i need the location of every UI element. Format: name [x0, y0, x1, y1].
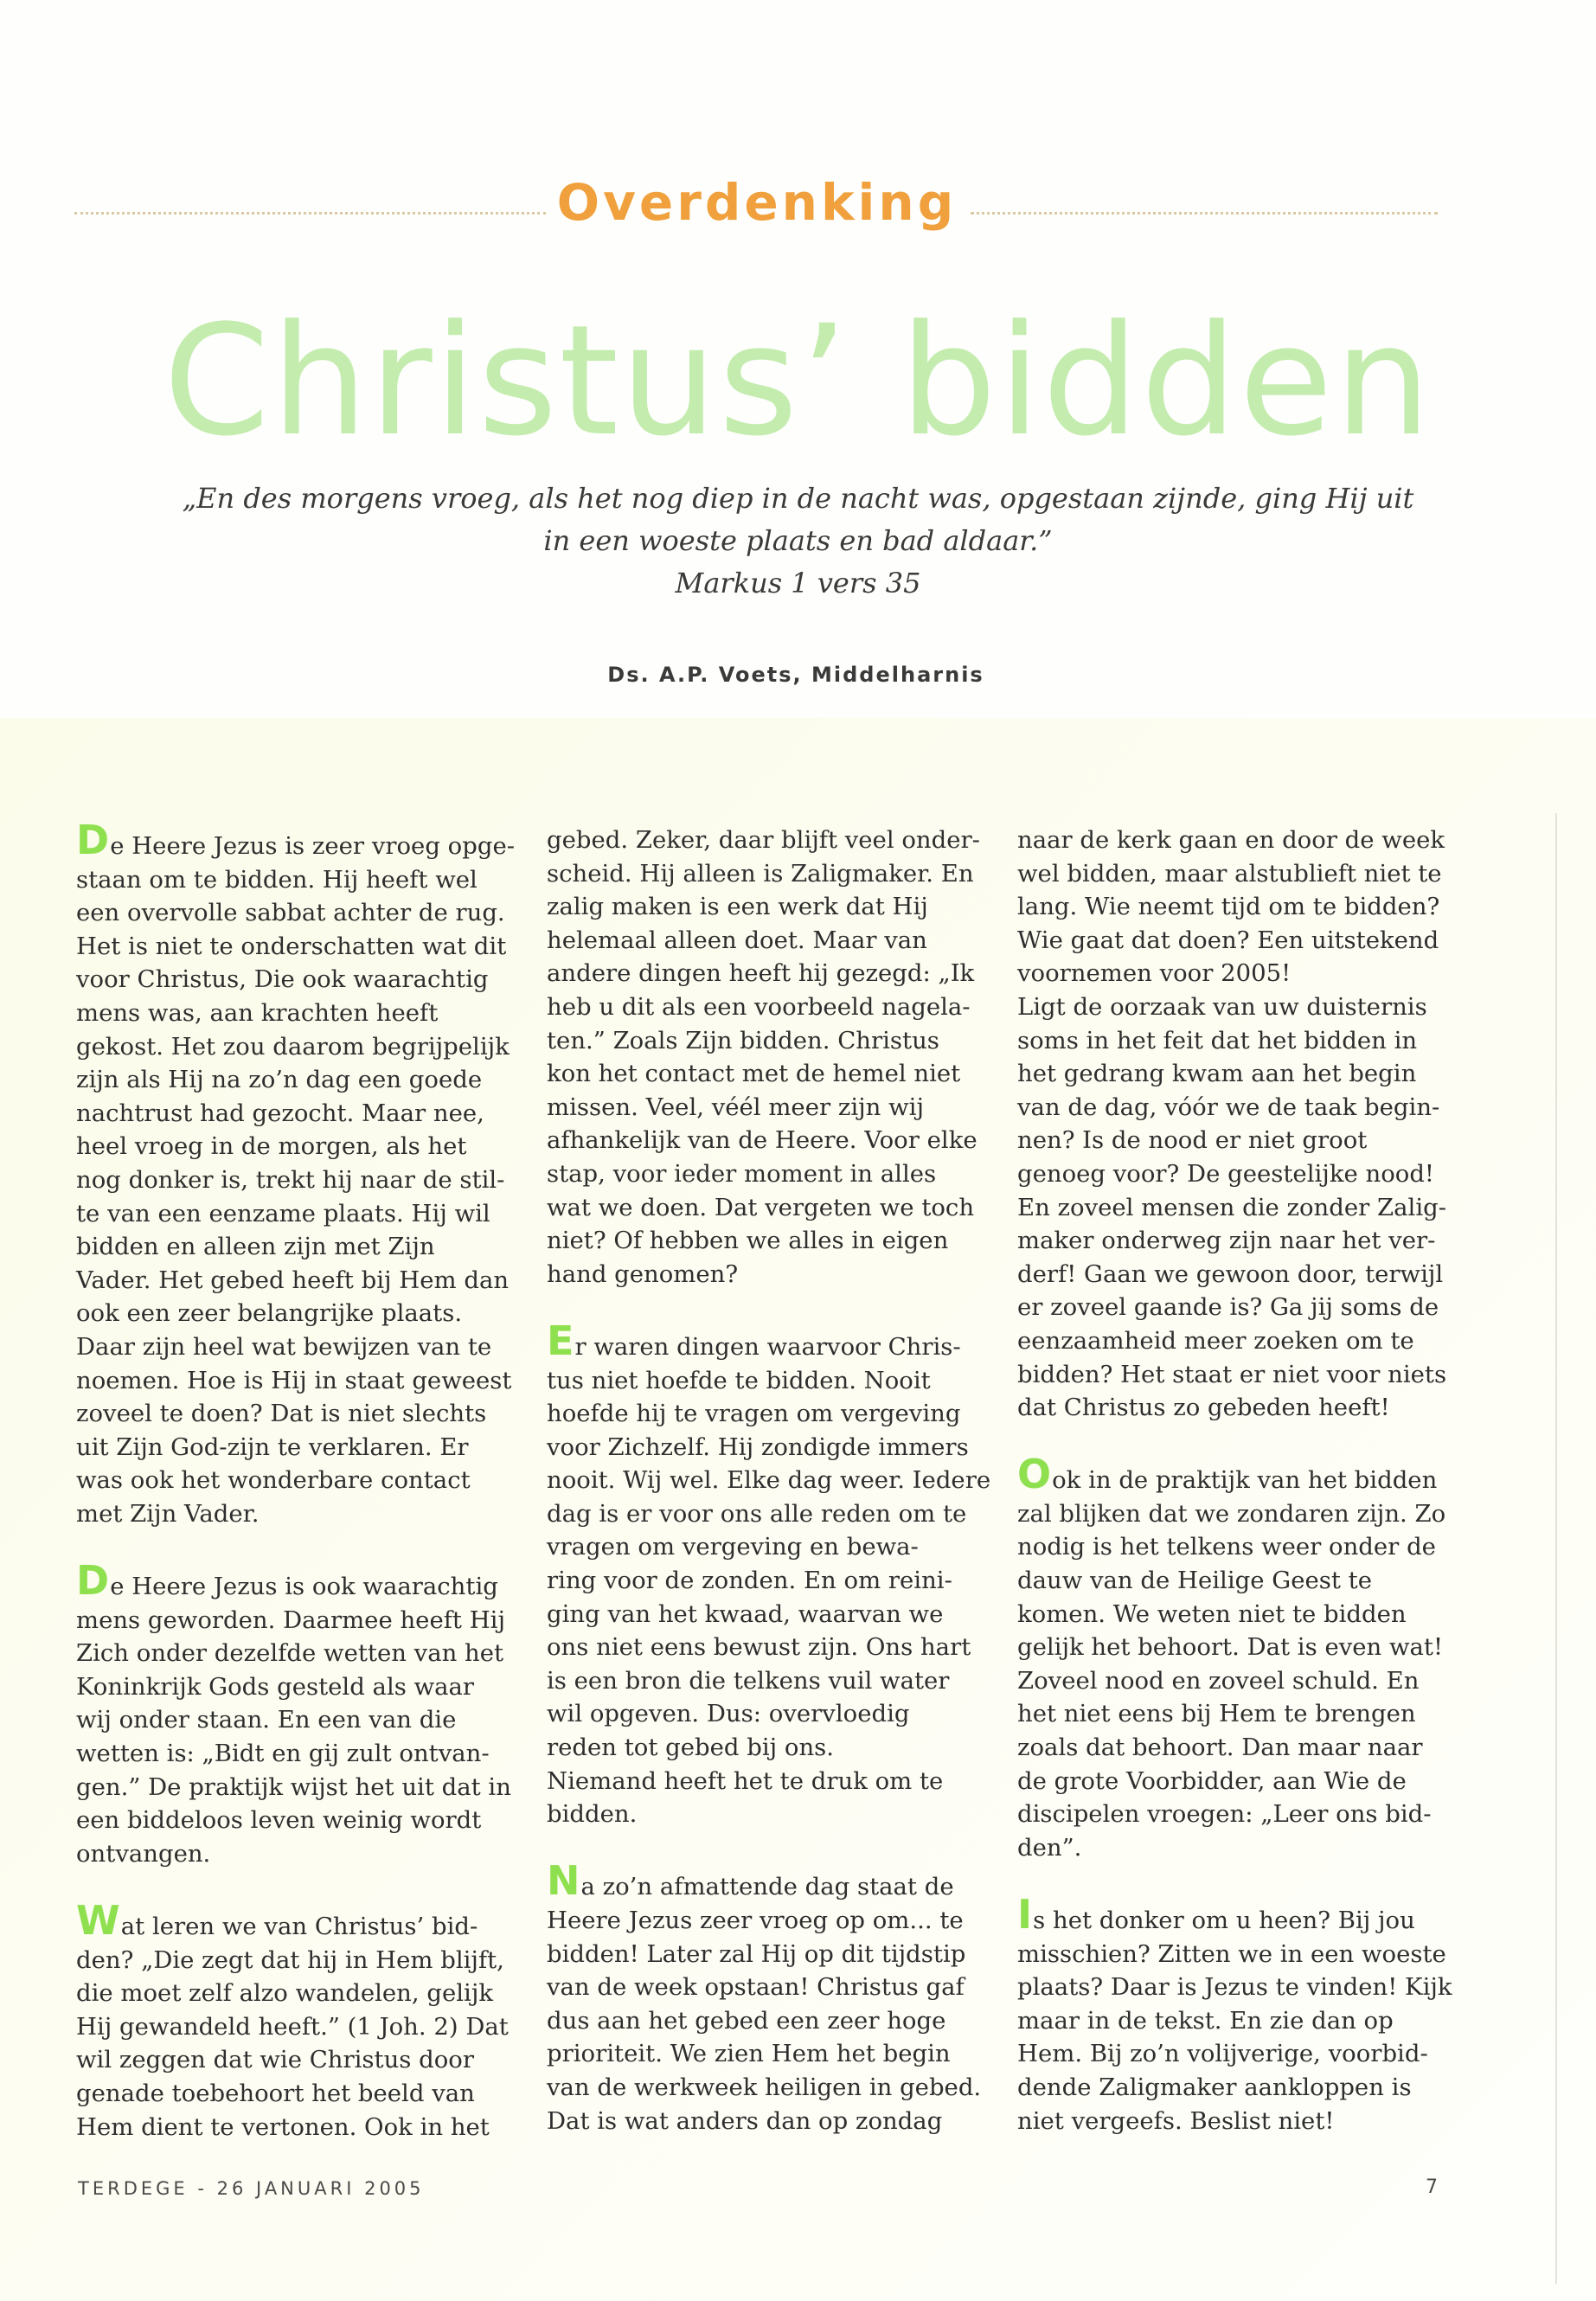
paragraph-line: Zoveel nood en zoveel schuld. En [1017, 1666, 1420, 1695]
paragraph-line: Hem dient te vertonen. Ook in het [76, 2112, 490, 2141]
paragraph-line: wat we doen. Dat vergeten we toch [547, 1193, 975, 1221]
paragraph-line: scheid. Hij alleen is Zaligmaker. En [547, 859, 974, 888]
quote-reference: Markus 1 vers 35 [675, 567, 921, 599]
paragraph-line: reden tot gebed bij ons. [547, 1734, 835, 1762]
paragraph-line: bidden! Later zal Hij op dit tijdstip [547, 1939, 966, 1968]
paragraph-line: voornemen voor 2005! [1017, 959, 1292, 988]
article-paragraph [76, 1897, 517, 2144]
paragraph-line: Het is niet te onderschatten wat dit [76, 932, 507, 960]
paragraph-line: nodig is het telkens weer onder de [1017, 1533, 1436, 1561]
drop-cap: W [76, 1897, 120, 1944]
paragraph-line: hoefde hij te vragen om vergeving [547, 1400, 961, 1428]
text-column-3 [1017, 824, 1458, 2171]
paragraph-line: Hem. Bij zo’n volijverige, voorbid- [1017, 2040, 1428, 2068]
text-column-2 [547, 824, 991, 2171]
paragraph-line-text: a zo’n afmattende dag staat de [580, 1873, 954, 1901]
paragraph-line: ging van het kwaad, waarvan we [547, 1599, 944, 1628]
paragraph-line: niet vergeefs. Beslist niet! [1017, 2106, 1335, 2135]
paragraph-line: Daar zijn heel wat bewijzen van te [76, 1332, 492, 1361]
paragraph-line: is een bron die telkens vuil water [547, 1666, 950, 1695]
paragraph-line: komen. We weten niet te bidden [1017, 1599, 1407, 1628]
paragraph-line-text: e Heere Jezus is zeer vroeg opge- [110, 832, 516, 860]
paragraph-line: Heere Jezus zeer vroeg op om... te [547, 1907, 964, 1934]
article-paragraph [547, 824, 988, 1291]
paragraph-line: de grote Voorbidder, aan Wie de [1017, 1766, 1407, 1795]
paragraph-line: heb u dit als een voorbeeld nagela- [547, 992, 971, 1021]
paragraph-line: gekost. Het zou daarom begrijpelijk [76, 1032, 510, 1061]
paragraph-line: voor Christus, Die ook waarachtig [76, 965, 489, 994]
paragraph-line: bidden. [547, 1800, 638, 1829]
paragraph-line: bidden? Het staat er niet voor niets [1017, 1360, 1447, 1388]
paragraph-line: En zoveel mensen die zonder Zalig- [1017, 1193, 1447, 1221]
drop-cap: E [547, 1317, 574, 1364]
paragraph-line: was ook het wonderbare contact [76, 1466, 471, 1495]
page-number: 7 [1426, 2176, 1438, 2198]
page-edge-line [1555, 813, 1557, 2284]
paragraph-line [547, 1857, 988, 1905]
article-title: Christus’ bidden [163, 292, 1433, 470]
paragraph-line: derf! Gaan we gewoon door, terwijl [1017, 1259, 1444, 1288]
paragraph-line: wil opgeven. Dus: overvloedig [547, 1700, 910, 1728]
paragraph-line: nooit. Wij wel. Elke dag weer. Iedere [547, 1466, 991, 1495]
paragraph-line: heel vroeg in de morgen, als het [76, 1132, 467, 1161]
paragraph-line: Hij gewandeld heeft.” (1 Joh. 2) Dat [76, 2012, 509, 2041]
paragraph-line: tus niet hoefde te bidden. Nooit [547, 1366, 931, 1394]
paragraph-line: gen.” De praktijk wijst het uit dat in [76, 1772, 511, 1801]
paragraph-line: die moet zelf alzo wandelen, gelijk [76, 1979, 494, 2008]
paragraph-line: uit Zijn God-zijn te verklaren. Er [76, 1433, 469, 1461]
article-paragraph [547, 1857, 988, 2138]
paragraph-line: wij onder staan. En een van die [76, 1706, 457, 1734]
paragraph-line: helemaal alleen doet. Maar van [547, 926, 927, 954]
header-rule-left [74, 212, 546, 215]
drop-cap: D [76, 817, 110, 863]
paragraph-line [1017, 1891, 1458, 1938]
paragraph-line: dauw van de Heilige Geest te [1017, 1567, 1373, 1595]
paragraph-line: ring voor de zonden. En om reini- [547, 1567, 952, 1595]
paragraph-line: nog donker is, trekt hij naar de stil- [76, 1165, 505, 1194]
paragraph-line: van de werkweek heiligen in gebed. [547, 2073, 982, 2101]
paragraph-line: stap, voor ieder moment in alles [547, 1159, 937, 1188]
paragraph-line: zijn als Hij na zo’n dag een goede [76, 1066, 483, 1094]
paragraph-line: het niet eens bij Hem te brengen [1017, 1700, 1416, 1728]
paragraph-line: voor Zichzelf. Hij zondigde immers [547, 1433, 969, 1461]
paragraph-line: een biddeloos leven weinig wordt [76, 1806, 482, 1835]
article-paragraph [1017, 1451, 1458, 1864]
paragraph-line: plaats? Daar is Jezus te vinden! Kijk [1017, 1973, 1452, 2002]
paragraph-line: mens geworden. Daarmee heeft Hij [76, 1606, 505, 1634]
paragraph-line-text: s het donker om u heen? Bij jou [1033, 1907, 1415, 1934]
paragraph-line: noemen. Hoe is Hij in staat geweest [76, 1366, 512, 1394]
paragraph-line: ons niet eens bewust zijn. Ons hart [547, 1633, 971, 1662]
paragraph-line: Koninkrijk Gods gesteld als waar [76, 1672, 475, 1701]
paragraph-line [76, 1557, 517, 1605]
quote-line: „En des morgens vroeg, als het nog diep in de nacht was, opgestaan zijnde, ging Hij uit [182, 482, 1414, 515]
paragraph-line: hand genomen? [547, 1259, 739, 1288]
paragraph-line: prioriteit. We zien Hem het begin [547, 2040, 951, 2068]
drop-cap: I [1017, 1891, 1033, 1938]
drop-cap: O [1017, 1451, 1052, 1498]
paragraph-line: er zoveel gaande is? Ga jij soms de [1017, 1293, 1439, 1322]
paragraph-line: met Zijn Vader. [76, 1499, 260, 1528]
paragraph-line-text: r waren dingen waarvoor Chris- [574, 1332, 961, 1361]
paragraph-line: naar de kerk gaan en door de week [1017, 826, 1445, 854]
paragraph-line [547, 1317, 988, 1364]
quote-line: in een woeste plaats en bad aldaar.” [543, 524, 1053, 557]
author-byline: Ds. A.P. Voets, Middelharnis [607, 663, 984, 687]
paragraph-line: Vader. Het gebed heeft bij Hem dan [76, 1266, 510, 1294]
paragraph-line [76, 1897, 517, 1944]
paragraph-line: ontvangen. [76, 1839, 211, 1868]
paragraph-line: van de week opstaan! Christus gaf [547, 1973, 965, 2002]
paragraph-line-text: e Heere Jezus is ook waarachtig [110, 1573, 498, 1601]
paragraph-line: zoals dat behoort. Dan maar naar [1017, 1734, 1423, 1762]
article-paragraph [547, 1317, 991, 1831]
paragraph-line: dende Zaligmaker aankloppen is [1017, 2073, 1412, 2101]
paragraph-line: discipelen vroegen: „Leer ons bid- [1017, 1800, 1432, 1829]
paragraph-line: ten.” Zoals Zijn bidden. Christus [547, 1026, 939, 1054]
paragraph-line: misschien? Zitten we in een woeste [1017, 1939, 1446, 1968]
paragraph-line: van de dag, vóór we de taak begin- [1017, 1093, 1440, 1121]
paragraph-line: missen. Veel, véél meer zijn wij [547, 1093, 924, 1121]
paragraph-line: dag is er voor ons alle reden om te [547, 1499, 967, 1528]
paragraph-line: kon het contact met de hemel niet [547, 1060, 961, 1088]
paragraph-line: wil zeggen dat wie Christus door [76, 2046, 474, 2074]
paragraph-line: Ligt de oorzaak van uw duisternis [1017, 992, 1427, 1021]
paragraph-line: andere dingen heeft hij gezegd: „Ik [547, 959, 975, 988]
paragraph-line: zalig maken is een werk dat Hij [547, 893, 928, 921]
paragraph-line: niet? Of hebben we alles in eigen [547, 1227, 949, 1255]
paragraph-line: soms in het feit dat het bidden in [1017, 1026, 1418, 1054]
section-label: Overdenking [556, 173, 958, 232]
paragraph-line-text: ok in de praktijk van het bidden [1052, 1466, 1438, 1495]
paragraph-line: ook een zeer belangrijke plaats. [76, 1299, 463, 1328]
paragraph-line: vragen om vergeving en bewa- [547, 1533, 919, 1561]
paragraph-line: Niemand heeft het te druk om te [547, 1766, 944, 1795]
paragraph-line-text: at leren we van Christus’ bid- [120, 1913, 478, 1940]
paragraph-line: te van een eenzame plaats. Hij wil [76, 1199, 490, 1227]
drop-cap: D [76, 1557, 110, 1605]
paragraph-line: wel bidden, maar alstublieft niet te [1017, 859, 1442, 888]
paragraph-line: wetten is: „Bidt en gij zult ontvan- [76, 1740, 490, 1768]
article-paragraph [1017, 1891, 1458, 2138]
paragraph-line: zoveel te doen? Dat is niet slechts [76, 1400, 487, 1428]
paragraph-line: bidden en alleen zijn met Zijn [76, 1233, 435, 1261]
paragraph-line: afhankelijk van de Heere. Voor elke [547, 1126, 977, 1155]
paragraph-line: maar in de tekst. En zie dan op [1017, 2006, 1394, 2035]
paragraph-line: genoeg voor? De geestelijke nood! [1017, 1159, 1434, 1188]
text-column-1 [76, 817, 517, 2177]
paragraph-line: nachtrust had gezocht. Maar nee, [76, 1099, 484, 1127]
paragraph-line: Wie gaat dat doen? Een uitstekend [1017, 926, 1439, 954]
paragraph-line: nen? Is de nood er niet groot [1017, 1126, 1368, 1155]
paragraph-line: zal blijken dat we zondaren zijn. Zo [1017, 1499, 1446, 1528]
paragraph-line: genade toebehoort het beeld van [76, 2079, 475, 2107]
drop-cap: N [547, 1857, 580, 1905]
paragraph-line: gebed. Zeker, daar blijft veel onder- [547, 826, 980, 854]
article-paragraph [1017, 824, 1458, 1425]
paragraph-line: mens was, aan krachten heeft [76, 998, 439, 1027]
paragraph-line: staan om te bidden. Hij heeft wel [76, 865, 478, 894]
paragraph-line: eenzaamheid meer zoeken om te [1017, 1326, 1414, 1355]
paragraph-line [1017, 1451, 1458, 1498]
paragraph-line [76, 817, 517, 863]
footer-publication: TERDEGE - 26 JANUARI 2005 [78, 2178, 425, 2199]
header-rule-right [971, 212, 1438, 215]
paragraph-line: den”. [1017, 1833, 1082, 1862]
paragraph-line: den? „Die zegt dat hij in Hem blijft, [76, 1945, 504, 1974]
paragraph-line: Zich onder dezelfde wetten van het [76, 1639, 504, 1668]
paragraph-line: een overvolle sabbat achter de rug. [76, 899, 505, 927]
paragraph-line: maker onderweg zijn naar het ver- [1017, 1227, 1436, 1255]
paragraph-line: het gedrang kwam aan het begin [1017, 1060, 1417, 1088]
paragraph-line: dus aan het gebed een zeer hoge [547, 2006, 946, 2035]
article-paragraph [76, 1557, 517, 1870]
paragraph-line: lang. Wie neemt tijd om te bidden? [1017, 893, 1440, 921]
article-paragraph [76, 817, 517, 1530]
paragraph-line: dat Christus zo gebeden heeft! [1017, 1394, 1390, 1422]
paragraph-line: Dat is wat anders dan op zondag [547, 2106, 943, 2135]
paragraph-line: gelijk het behoort. Dat is even wat! [1017, 1633, 1444, 1662]
bible-quote [156, 478, 1440, 605]
